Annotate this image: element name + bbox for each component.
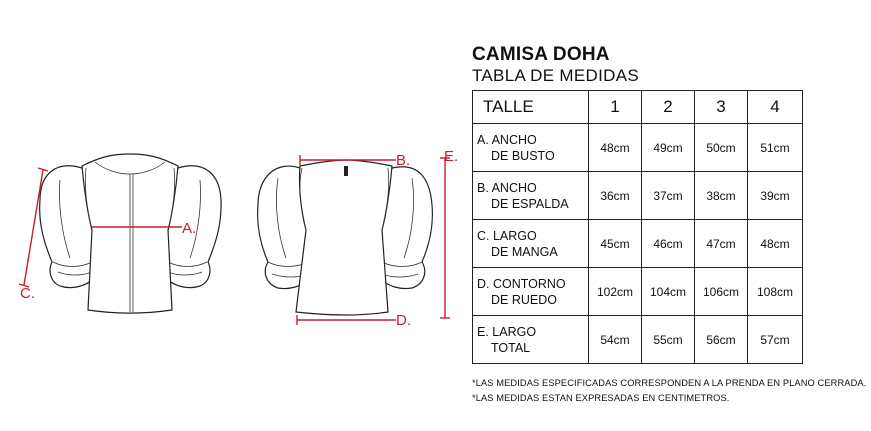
- table-cell: 51cm: [748, 124, 803, 172]
- product-title: CAMISA DOHA: [472, 44, 610, 65]
- table-cell: 36cm: [589, 172, 642, 220]
- row-label-line1: E. LARGO: [477, 324, 537, 339]
- table-cell: 106cm: [695, 268, 748, 316]
- table-cell: 47cm: [695, 220, 748, 268]
- table-cell: 104cm: [642, 268, 695, 316]
- row-label-line2: DE RUEDO: [491, 292, 557, 307]
- table-cell: 38cm: [695, 172, 748, 220]
- label-a: A.: [182, 220, 197, 237]
- footnote: *LAS MEDIDAS ESTAN EXPRESADAS EN CENTIMETROS.: [472, 393, 730, 403]
- table-row: [473, 220, 803, 268]
- table-cell: 48cm: [748, 220, 803, 268]
- table-header-row: [473, 91, 803, 124]
- table-cell: 39cm: [748, 172, 803, 220]
- row-label-line2: TOTAL: [491, 340, 531, 355]
- size-header: 2: [642, 91, 695, 124]
- label-b: B.: [396, 152, 411, 169]
- row-label: [473, 220, 589, 268]
- label-d: D.: [396, 312, 411, 329]
- table-cell: 48cm: [589, 124, 642, 172]
- row-label-line2: DE MANGA: [491, 244, 558, 259]
- row-label-line2: DE ESPALDA: [491, 196, 569, 211]
- table-cell: 55cm: [642, 316, 695, 364]
- row-label-line1: C. LARGO: [477, 228, 537, 243]
- table-row: [473, 172, 803, 220]
- table-cell: 57cm: [748, 316, 803, 364]
- label-c: C.: [20, 285, 35, 302]
- row-label-line1: A. ANCHO: [477, 132, 537, 147]
- header-label: TALLE: [473, 91, 589, 124]
- table-cell: 56cm: [695, 316, 748, 364]
- table-cell: 50cm: [695, 124, 748, 172]
- table-cell: 46cm: [642, 220, 695, 268]
- table-cell: 102cm: [589, 268, 642, 316]
- label-e: E.: [444, 148, 459, 165]
- table-cell: 54cm: [589, 316, 642, 364]
- row-label-line2: DE BUSTO: [491, 148, 555, 163]
- row-label: [473, 124, 589, 172]
- table-cell: 49cm: [642, 124, 695, 172]
- back-view: [258, 155, 450, 325]
- size-header: 4: [748, 91, 803, 124]
- size-header: 1: [589, 91, 642, 124]
- footnote: *LAS MEDIDAS ESPECIFICADAS CORRESPONDEN A LA PRENDA EN PLANO CERRADA.: [472, 378, 867, 388]
- table-cell: 108cm: [748, 268, 803, 316]
- row-label: [473, 268, 589, 316]
- table-row: [473, 124, 803, 172]
- size-table: [472, 90, 803, 364]
- table-row: [473, 268, 803, 316]
- row-label-line1: D. CONTORNO: [477, 276, 566, 291]
- size-header: 3: [695, 91, 748, 124]
- row-label: [473, 316, 589, 364]
- back-body: [296, 160, 392, 315]
- table-cell: 37cm: [642, 172, 695, 220]
- row-label-line1: B. ANCHO: [477, 180, 537, 195]
- row-label: [473, 172, 589, 220]
- table-cell: 45cm: [589, 220, 642, 268]
- table-subtitle: TABLA DE MEDIDAS: [472, 66, 639, 85]
- table-row: [473, 316, 803, 364]
